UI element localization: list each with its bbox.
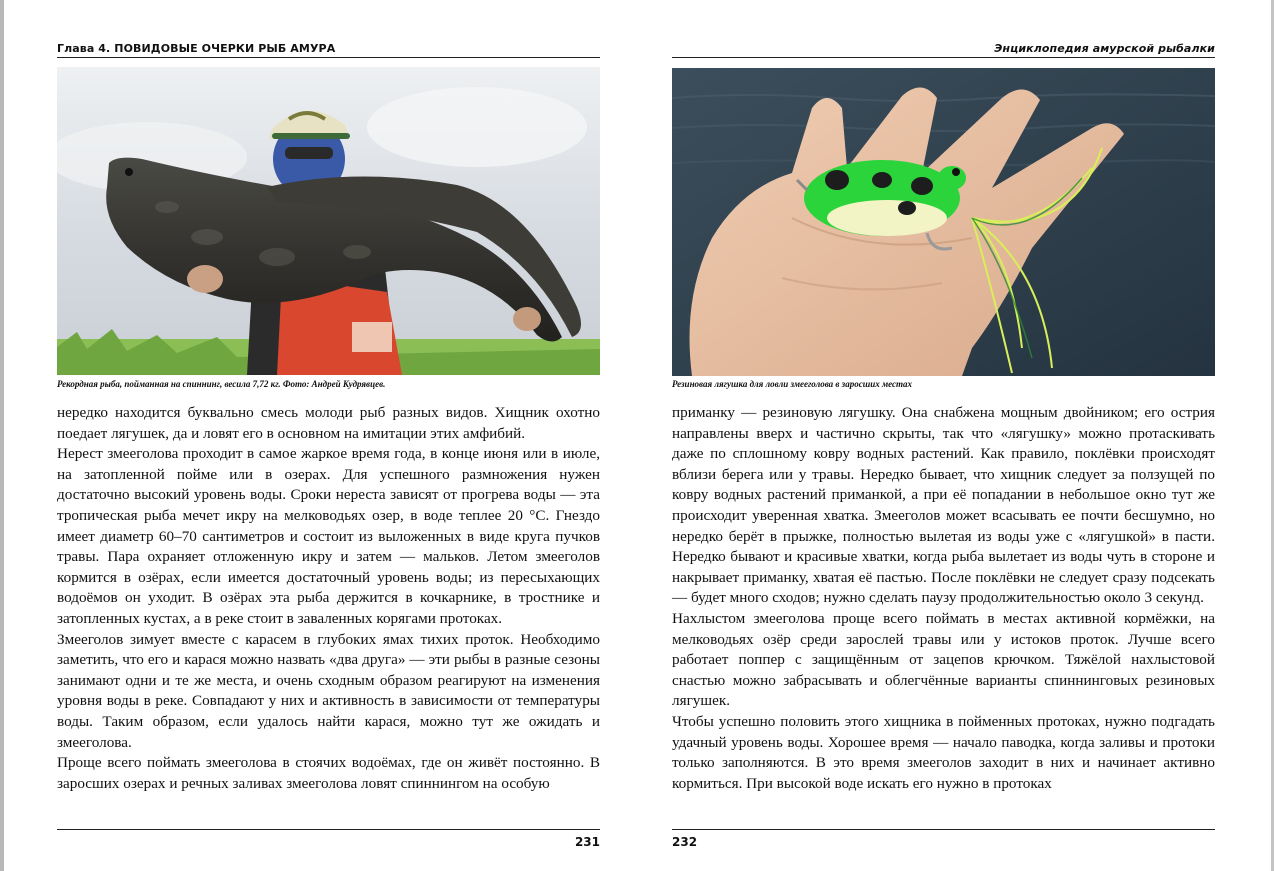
paragraph: Нахлыстом змееголова проще всего поймать в местах активной кормёжки, на мелководьях озёр среди зарослей травы или у истоков проток. Лучше всего работает поппер с защищённым от зацепов крючком. Тяжёлой нахлыстовой снастью можно забрасывать и облегчённые варианты спиннинговых резиновых лягушек. <box>672 609 1215 710</box>
paragraph: Нерест змееголова проходит в самое жаркое время года, в конце июня или в июле, на затопленной пойме или в озерах. Для успешного размножения нужен достаточно высокий уровень воды. Сроки нереста зависят от прогрева воды — эта тропическая рыба мечет икру на мелководьях озер, в воде теплее 20 °С. Гнездо имеет диаметр 60–70 сантиметров и состоит из выложенных в виде круга пучков травы. Пара охраняет отложенную икру и затем — мальков. Летом змееголов кормится в озёрах, если имеется достаточный уровень воды; из пересыхающих водоёмов он уходит. В озёрах эта рыба держится в кочкарнике, в тростнике и затопленных кустах, а в реке стоит в заваленных корягами протоках. <box>57 445 600 627</box>
paragraph: Проще всего поймать змееголова в стоячих водоёмах, где он живёт постоянно. В заросших озерах и речных заливах змееголова ловят спиннингом на особую <box>57 754 600 792</box>
running-head: Энциклопедия амурской рыбалки <box>994 42 1215 55</box>
left-page <box>57 0 600 871</box>
body-text <box>672 403 1215 794</box>
footer-rule <box>672 829 1215 830</box>
right-page <box>672 0 1215 871</box>
paragraph: Змееголов зимует вместе с карасем в глубоких ямах тихих проток. Необходимо заметить, что его и карася можно назвать «два друга» — эти рыбы в разные сезоны занимают одни и те же места, и очень сходным образом реагируют на изменения уровня воды в реке. Совпадают у них и активность в зависимости от температуры воды. Таким образом, если удалось найти карася, можно тут же ожидать и змееголова. <box>57 630 600 751</box>
paragraph: Чтобы успешно половить этого хищника в пойменных протоках, нужно подгадать удачный уровень воды. Хорошее время — начало паводка, когда заливы и протоки только заполняются. В это время змееголов заходит в них и начинает активно кормиться. При высокой воде искать его нужно в протоках <box>672 712 1215 792</box>
rubber-frog-lure-photo <box>672 68 1215 376</box>
footer-rule <box>57 829 600 830</box>
page-number: 231 <box>574 835 600 849</box>
page-number: 232 <box>672 835 698 849</box>
body-text <box>57 403 600 794</box>
book-spine-edge-left <box>0 0 4 871</box>
paragraph: приманку — резиновую лягушку. Она снабжена мощным двойником; его острия направлены вверх и частично скрыты, так что «лягушку» можно протаскивать даже по сплошному ковру водных растений. Как правило, поклёвки происходят вблизи берега или у травы. Нередко бывает, что хищник следует за ползущей по ковру водных растений приманкой, а при её попадании в небольшое окно тут же происходит уверенная хватка. Змееголов может всасывать ее почти бесшумно, но нередко берёт в прыжке, полностью вылетая из воды уже с «лягушкой» в пасти. Нередко бывают и красивые хватки, когда рыба вылетает из воды чуть в стороне и накрывает приманку, хватая её пастью. После поклёвки не следует сразу подсекать — будет много сходов; нужно сделать паузу продолжительностью около 3 секунд. <box>672 404 1215 607</box>
snakehead-catch-photo <box>57 67 600 375</box>
paragraph: нередко находится буквально смесь молоди рыб разных видов. Хищник охотно поедает лягушек, да и ловят его в основном на имитации этих амфибий. <box>57 404 600 442</box>
header-rule <box>57 57 600 58</box>
photo-caption: Рекордная рыба, пойманная на спиннинг, весила 7,72 кг. Фото: Андрей Кудрявцев. <box>57 379 386 389</box>
photo-caption: Резиновая лягушка для ловли змееголова в заросших местах <box>672 379 912 389</box>
running-head: Глава 4. ПОВИДОВЫЕ ОЧЕРКИ РЫБ АМУРА <box>57 42 336 55</box>
header-rule <box>672 57 1215 58</box>
